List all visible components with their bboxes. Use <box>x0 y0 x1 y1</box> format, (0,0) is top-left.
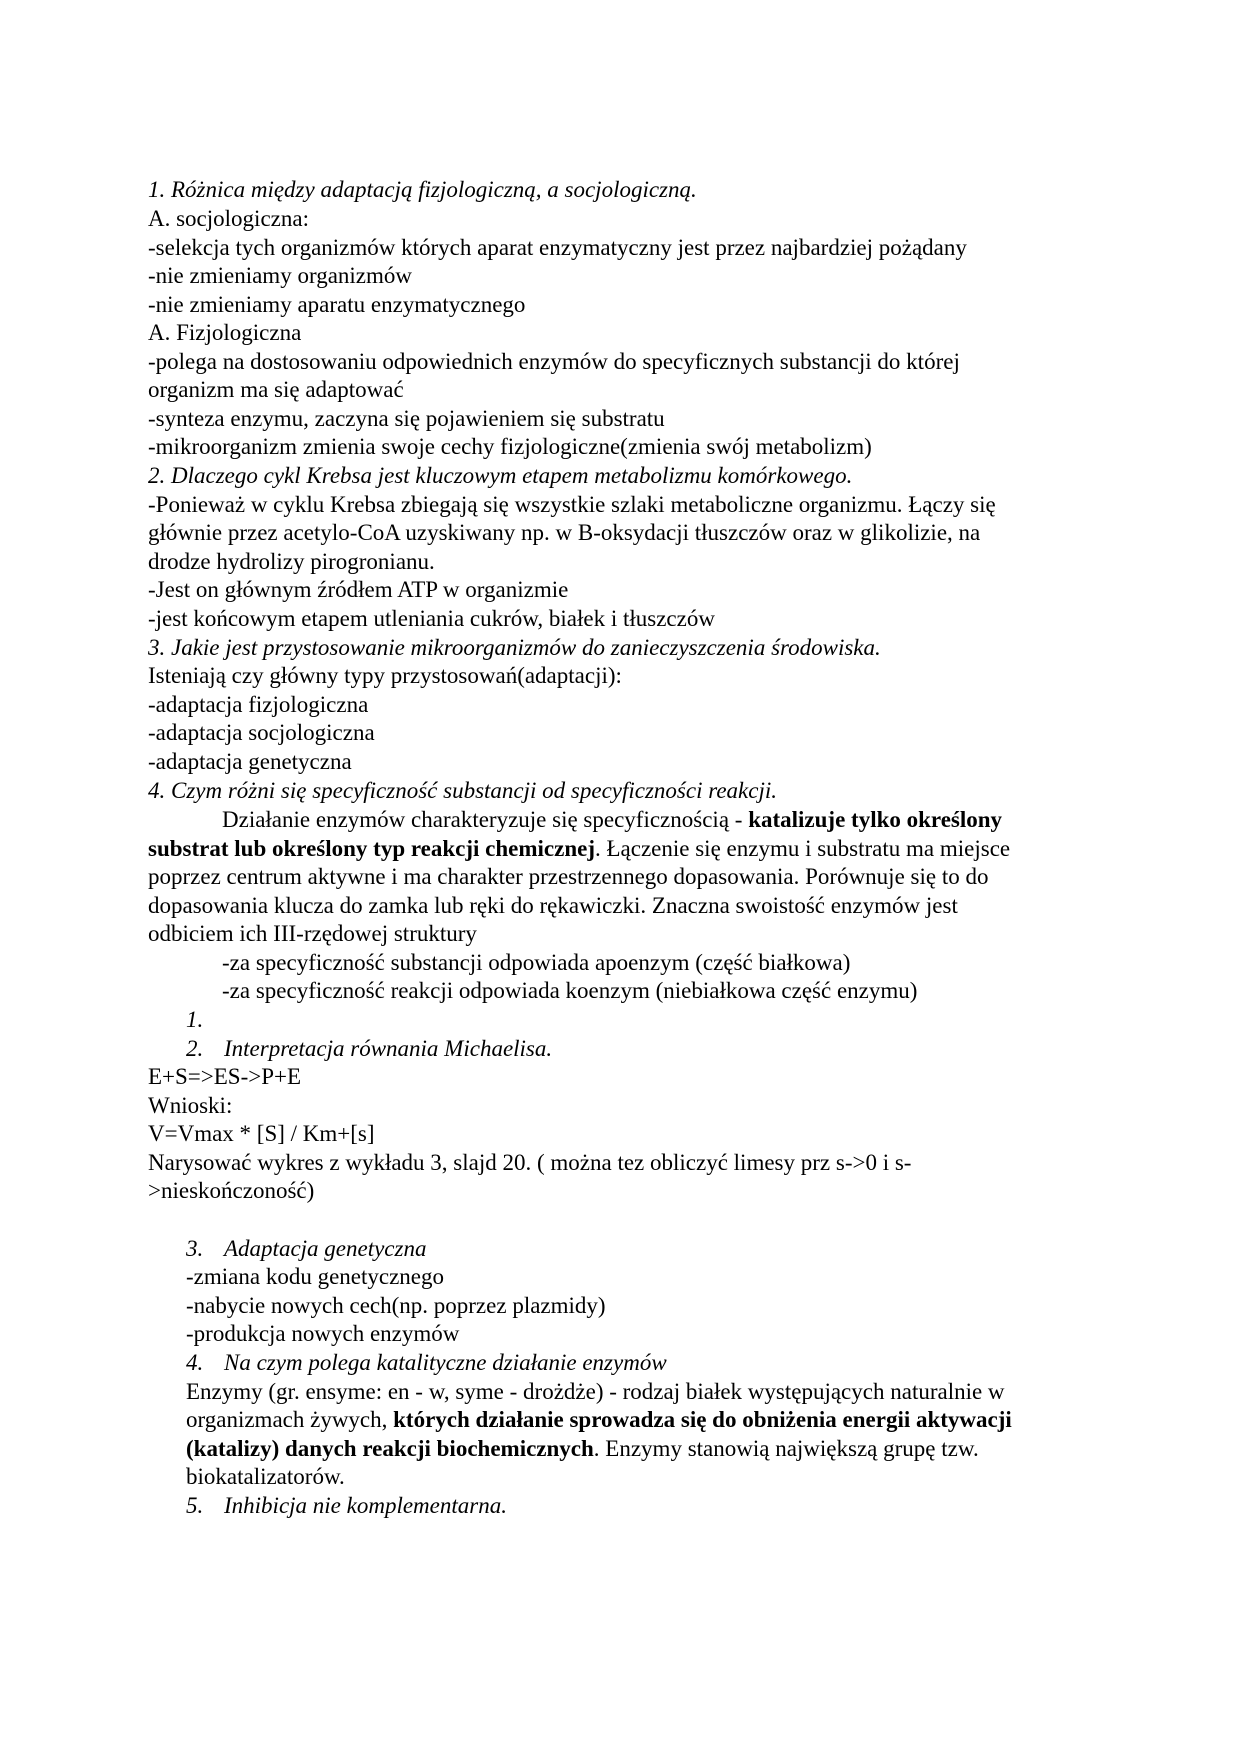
q3-line: Isteniają czy główny typy przystosowań(adaptacji): <box>148 663 622 688</box>
q1-a-item: -nie zmieniamy organizmów <box>148 263 412 288</box>
q4-bold-text: katalizuje tylko określony <box>748 807 1003 832</box>
list-item-heading <box>186 1035 552 1063</box>
list-number: 4. <box>186 1350 204 1375</box>
list-number: 2. <box>186 1036 204 1061</box>
q2-line: -Jest on głównym źródłem ATP w organizmie <box>148 577 569 602</box>
q3-line: -adaptacja genetyczna <box>148 749 352 774</box>
q2-line: -jest końcowym etapem utleniania cukrów, białek i tłuszczów <box>148 606 715 631</box>
list-sub-item: -nabycie nowych cech(np. poprzez plazmidy) <box>186 1293 606 1318</box>
note-line: Narysować wykres z wykładu 3, slajd 20. ( można tez obliczyć limesy prz s->0 i s- <box>148 1150 912 1175</box>
list-item-heading <box>186 1349 667 1377</box>
q3-line: -adaptacja fizjologiczna <box>148 692 369 717</box>
enzyme-paragraph-line: Enzymy (gr. ensyme: en - w, syme - drożdże) - rodzaj białek występujących naturalnie w <box>186 1379 1005 1404</box>
q1-a-label: A. socjologiczna: <box>148 206 309 231</box>
q1-heading: 1. Różnica między adaptacją fizjologiczną, a socjologiczną. <box>148 177 697 202</box>
wnioski-label: Wnioski: <box>148 1093 233 1118</box>
q2-line: głównie przez acetylo-CoA uzyskiwany np. w B-oksydacji tłuszczów oraz w glikolizie, na <box>148 520 981 545</box>
q4-sub-line: -za specyficzność reakcji odpowiada koenzym (niebiałkowa część enzymu) <box>222 978 918 1003</box>
list-sub-item: -zmiana kodu genetycznego <box>186 1264 444 1289</box>
list-heading-text: Adaptacja genetyczna <box>224 1236 427 1261</box>
q4-line: dopasowania klucza do zamka lub ręki do rękawiczki. Znaczna swoistość enzymów jest <box>148 893 958 918</box>
q1-b-item: -mikroorganizm zmienia swoje cechy fizjologiczne(zmienia swój metabolizm) <box>148 434 872 459</box>
q1-a-item: -selekcja tych organizmów których aparat enzymatyczny jest przez najbardziej pożądany <box>148 235 967 260</box>
enzyme-text: . Enzymy stanowią największą grupę tzw. <box>593 1436 979 1461</box>
q1-b-label: A. Fizjologiczna <box>148 320 302 345</box>
q4-line: odbiciem ich III-rzędowej struktury <box>148 921 477 946</box>
list-number: 5. <box>186 1493 204 1518</box>
equation-michaelis: V=Vmax * [S] / Km+[s] <box>148 1121 375 1146</box>
enzyme-paragraph-line <box>186 1435 979 1463</box>
q4-sub-line: -za specyficzność substancji odpowiada apoenzym (część białkowa) <box>222 950 851 975</box>
q1-b-item: organizm ma się adaptować <box>148 377 404 402</box>
q4-text: Działanie enzymów charakteryzuje się specyficznością - <box>222 807 749 832</box>
q1-a-item: -nie zmieniamy aparatu enzymatycznego <box>148 292 526 317</box>
q4-paragraph-line <box>148 835 1010 863</box>
q3-line: -adaptacja socjologiczna <box>148 720 375 745</box>
list-sub-item: -produkcja nowych enzymów <box>186 1321 460 1346</box>
enzyme-bold-text: (katalizy) danych reakcji biochemicznych <box>186 1436 594 1461</box>
list-heading-text: Na czym polega katalityczne działanie enzymów <box>224 1350 667 1375</box>
q2-line: -Ponieważ w cyklu Krebsa zbiegają się wszystkie szlaki metaboliczne organizmu. Łączy się <box>148 492 996 517</box>
note-line: >nieskończoność) <box>148 1178 315 1203</box>
enzyme-paragraph-line <box>186 1406 1012 1434</box>
enzyme-paragraph-line: biokatalizatorów. <box>186 1464 345 1489</box>
q4-heading: 4. Czym różni się specyficzność substancji od specyficzności reakcji. <box>148 778 777 803</box>
q1-b-item: -synteza enzymu, zaczyna się pojawieniem się substratu <box>148 406 665 431</box>
q2-line: drodze hydrolizy pirogronianu. <box>148 549 435 574</box>
enzyme-bold-text: których działanie sprowadza się do obniżenia energii aktywacji <box>393 1407 1012 1432</box>
q4-line: poprzez centrum aktywne i ma charakter przestrzennego dopasowania. Porównuje się to do <box>148 864 989 889</box>
equation-reaction: E+S=>ES->P+E <box>148 1064 302 1089</box>
list-heading-text: Inhibicja nie komplementarna. <box>224 1493 507 1518</box>
q3-heading: 3. Jakie jest przystosowanie mikroorganizmów do zanieczyszczenia środowiska. <box>148 635 881 660</box>
q4-paragraph-line <box>222 806 1002 834</box>
list-heading-text: Interpretacja równania Michaelisa. <box>224 1036 553 1061</box>
list-number: 3. <box>186 1236 204 1261</box>
q4-text: . Łączenie się enzymu i substratu ma miejsce <box>595 836 1011 861</box>
list-number: 1. <box>186 1007 204 1032</box>
enzyme-text: organizmach żywych, <box>186 1407 394 1432</box>
q1-b-item: -polega na dostosowaniu odpowiednich enzymów do specyficznych substancji do której <box>148 349 960 374</box>
list-item-heading <box>186 1235 426 1263</box>
list-item-heading <box>186 1492 507 1520</box>
q2-heading: 2. Dlaczego cykl Krebsa jest kluczowym etapem metabolizmu komórkowego. <box>148 463 853 488</box>
q4-bold-text: substrat lub określony typ reakcji chemicznej <box>148 836 595 861</box>
